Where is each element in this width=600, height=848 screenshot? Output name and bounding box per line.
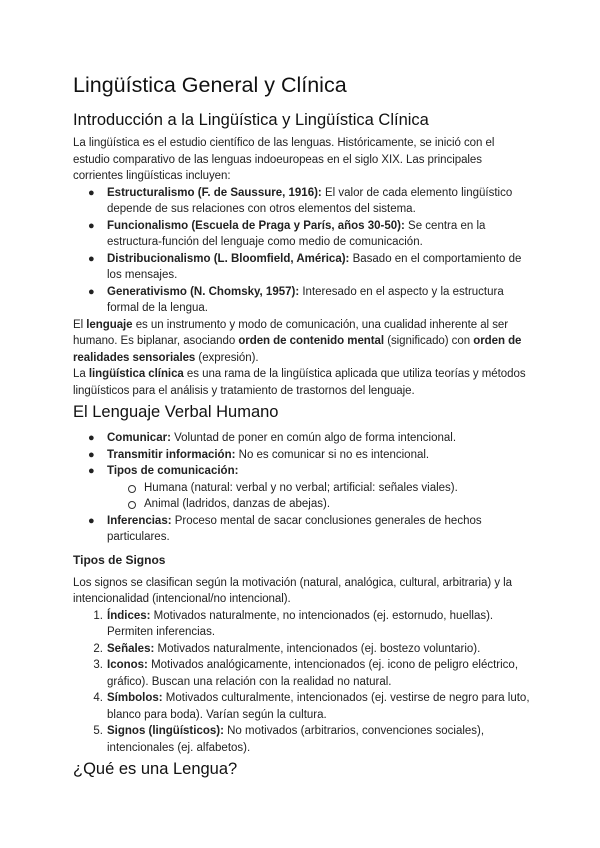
list-item (73, 513, 533, 546)
document-title: Lingüística General y Clínica (73, 73, 347, 97)
intro-paragraph: La lingüística es el estudio científico de las lenguas. Históricamente, se inició con el estudio comparativo de las lenguas indoeuropeas en el siglo XIX. Las principales corrientes lingüísticas incluyen: (73, 137, 495, 182)
circle-bullet-icon (128, 501, 136, 509)
item-text: No motivados (arbitrarios, convenciones sociales), intencionales (ej. alfabetos). (107, 725, 485, 754)
item-term: Estructuralismo (F. de Saussure, 1916): (107, 186, 322, 199)
list-item (73, 284, 533, 317)
bullet-icon: ● (88, 219, 95, 232)
list-item (73, 185, 533, 218)
numbered-list-item (73, 723, 533, 756)
text-run: El (73, 318, 87, 331)
bullet-icon: ● (88, 252, 95, 265)
item-number: 1. (93, 609, 103, 622)
item-text: Se centra en la estructura-función del lenguaje como medio de comunicación. (107, 219, 486, 248)
list-item (73, 463, 533, 480)
item-term: Inferencias: (107, 514, 172, 527)
numbered-list-item (73, 690, 533, 723)
bold-term: lenguaje (86, 318, 133, 331)
item-term: Distribucionalismo (L. Bloomfield, América): (107, 252, 350, 265)
bullet-icon: ● (88, 514, 95, 527)
item-term: Funcionalismo (Escuela de Praga y París, años 30-50): (107, 219, 405, 232)
item-term: Tipos de comunicación: (107, 465, 239, 477)
verbal-language-list (73, 430, 533, 546)
section-heading-what-is-language: ¿Qué es una Lengua? (73, 760, 238, 778)
signs-intro-paragraph: Los signos se clasifican según la motivación (natural, analógica, cultural, arbitraria) y la intencionalidad (intencional/no intencional). (73, 576, 513, 605)
section-heading-intro: Introducción a la Lingüística y Lingüística Clínica (73, 111, 429, 129)
item-text: Interesado en el aspecto y la estructura formal de la lengua. (107, 285, 504, 314)
section-heading-verbal-language: El Lenguaje Verbal Humano (73, 403, 279, 421)
item-number: 4. (93, 692, 103, 704)
bullet-icon: ● (88, 432, 95, 444)
text-run: es un instrumento y modo de comunicación, una cualidad inherente al ser humano. Es biplanar, asociando (73, 318, 509, 347)
numbered-list-item (73, 657, 533, 690)
item-term: Transmitir información: (107, 448, 236, 461)
item-term: Signos (lingüísticos): (107, 725, 224, 737)
document-content (73, 72, 533, 784)
list-item (73, 218, 533, 251)
list-item (73, 430, 533, 447)
linguistic-currents-list (73, 185, 533, 317)
text-run: es una rama de la lingüística aplicada que utiliza teorías y métodos lingüísticos para el análisis y tratamiento de trastornos del lenguaje. (73, 368, 526, 397)
bold-term: orden de realidades sensoriales (73, 335, 522, 364)
item-text: Motivados analógicamente, intencionados (ej. icono de peligro eléctrico, gráfico). Buscan una relación con la realidad no natural. (107, 659, 519, 688)
item-text: Motivados naturalmente, intencionados (ej. bostezo voluntario). (154, 642, 481, 655)
circle-bullet-icon (128, 485, 136, 493)
item-number: 2. (93, 642, 103, 655)
bullet-icon: ● (88, 465, 95, 477)
numbered-list-item (73, 641, 533, 658)
bullet-icon: ● (88, 448, 95, 461)
item-term: Iconos: (107, 659, 148, 671)
bullet-icon: ● (88, 285, 95, 298)
item-term: Generativismo (N. Chomsky, 1957): (107, 285, 300, 298)
sub-list-item (73, 480, 533, 497)
item-text: Basado en el comportamiento de los mensajes. (107, 252, 522, 281)
text-run: (significado) con (384, 335, 474, 347)
item-number: 3. (93, 659, 103, 671)
item-term: Comunicar: (107, 432, 171, 444)
item-term: Índices: (107, 609, 151, 622)
item-text: Proceso mental de sacar conclusiones generales de hechos particulares. (107, 514, 482, 543)
signs-list (73, 608, 533, 757)
bold-term: orden de contenido mental (238, 335, 385, 347)
item-text: Voluntad de poner en común algo de forma intencional. (170, 432, 457, 444)
sub-item-text: Humana (natural: verbal y no verbal; artificial: señales viales). (144, 481, 458, 494)
item-term: Señales: (107, 642, 155, 655)
list-item (73, 251, 533, 284)
text-run: (expresión). (195, 351, 259, 364)
bullet-icon: ● (88, 186, 95, 199)
item-text: No es comunicar si no es intencional. (235, 448, 430, 461)
sub-item-text: Animal (ladridos, danzas de abejas). (144, 498, 331, 510)
bold-term: lingüística clínica (88, 368, 184, 380)
subsection-heading-signs: Tipos de Signos (73, 552, 166, 567)
numbered-list-item (73, 608, 533, 641)
text-run: La (73, 368, 89, 380)
item-text: Motivados naturalmente, no intencionados (ej. estornudo, huellas). Permiten inferencias. (107, 609, 494, 638)
sub-list-item (73, 496, 533, 513)
item-number: 5. (93, 725, 103, 737)
item-term: Símbolos: (107, 692, 163, 704)
language-definition-paragraph (73, 317, 533, 367)
clinical-linguistics-paragraph (73, 366, 533, 399)
item-text: Motivados culturalmente, intencionados (ej. vestirse de negro para luto, blanco para boda). Varían según la cultura. (107, 692, 530, 721)
item-text: El valor de cada elemento lingüístico depende de sus relaciones con otros elementos del sistema. (107, 186, 513, 215)
list-item (73, 447, 533, 464)
